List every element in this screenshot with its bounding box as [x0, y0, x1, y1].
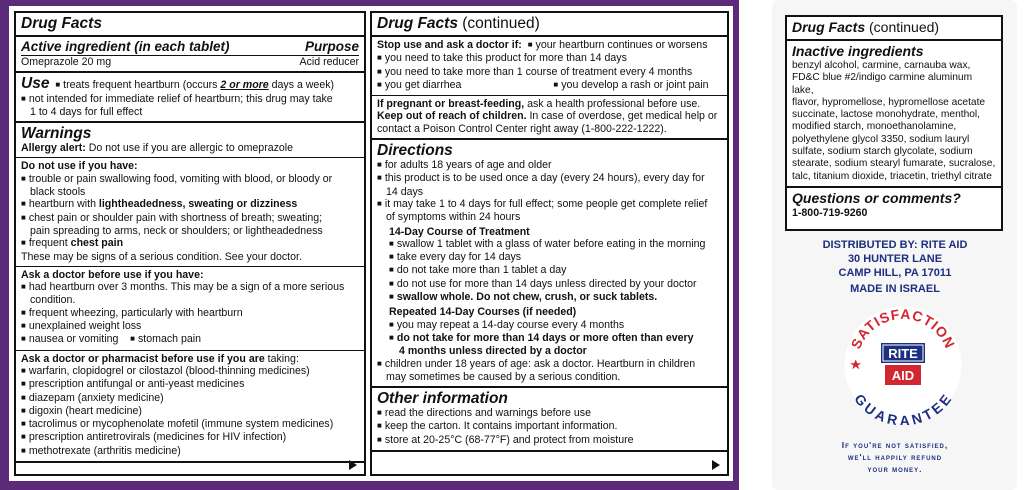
inactive-ingredients-section	[787, 41, 1001, 188]
allergy-label: Allergy alert:	[21, 142, 86, 155]
satisfaction-guarantee-seal-icon	[843, 305, 963, 425]
list-item: ■ had heartburn over 3 months. This may be a sign of a more serious	[21, 281, 359, 294]
list-item-cont: 14 days	[386, 185, 424, 198]
list-item: ■ swallow 1 tablet with a glass of water before eating in the morning	[377, 238, 722, 251]
list-item: ■ this product is to be used once a day (every 24 hours), every day for	[377, 172, 722, 185]
inactive-line: flavor, hypromellose, hypromellose acetate	[792, 96, 986, 108]
title-section: Drug Facts (continued)	[372, 13, 727, 37]
list-item: ■ your heartburn continues or worsens	[528, 39, 708, 51]
inactive-line: stearate, sodium stearyl fumarate, sucralose,	[792, 158, 996, 170]
list-item: ■ keep the carton. It contains important information.	[377, 420, 722, 433]
refund-line: If you're not satisfied,	[841, 440, 949, 450]
list-item: ■ for adults 18 years of age and older	[377, 159, 722, 172]
ingredient-purpose: Acid reducer	[299, 56, 359, 68]
drug-facts-title: Drug Facts	[21, 15, 102, 32]
title-section	[16, 13, 364, 37]
stop-use-section	[372, 37, 727, 96]
list-item: ■ read the directions and warnings before use	[377, 407, 722, 420]
distributor-line: DISTRIBUTED BY: RITE AID	[822, 239, 968, 251]
seal-brand-text: AID	[891, 368, 915, 383]
list-item: ■ you need to take more than 1 course of treatment every 4 months	[377, 66, 722, 79]
list-item-cont: may sometimes be caused by a serious condition.	[386, 370, 621, 383]
questions-section	[787, 188, 1001, 222]
inactive-line: talc, titanium dioxide, triacetin, triethyl citrate	[792, 170, 992, 182]
drug-facts-title: Drug Facts	[792, 19, 866, 35]
pregnancy-label: If pregnant or breast-feeding,	[377, 98, 525, 111]
reach-label: Keep out of reach of children.	[377, 110, 527, 123]
use-item-cont: 1 to 4 days for full effect	[30, 105, 143, 118]
list-item-cont: of symptoms within 24 hours	[386, 211, 521, 224]
list-item: ■ chest pain or shoulder pain with shortness of breath; sweating;	[21, 212, 359, 225]
distributor-block	[790, 238, 1000, 296]
list-item: ■ you get diarrhea	[377, 79, 461, 91]
list-item: ■ do not take for more than 14 days or more often than every	[377, 332, 722, 345]
list-item: ■ children under 18 years of age: ask a doctor. Heartburn in children	[377, 358, 722, 371]
seal-bottom-text: GUARANTEE	[851, 390, 955, 425]
list-item: ■ prescription antiretrovirals (medicines for HIV infection)	[21, 431, 359, 444]
list-item: ■ you may repeat a 14-day course every 4 months	[377, 319, 722, 332]
active-ingredient-header: Active ingredient (in each tablet)	[21, 39, 230, 54]
inactive-line: benzyl alcohol, carmine, carnauba wax,	[792, 60, 971, 71]
refund-line: we'll happily refund	[847, 452, 943, 462]
use-header: Use	[21, 75, 50, 93]
list-item-cont: condition.	[30, 294, 76, 307]
inactive-line: modified starch, monoethanolamine,	[792, 121, 957, 133]
ask-pharmacist-header: Ask a doctor or pharmacist before use if you are	[21, 352, 265, 365]
list-item: ■ nausea or vomiting	[21, 333, 118, 345]
list-item: ■ heartburn with lightheadedness, sweating or dizziness	[21, 198, 359, 211]
seal-brand-text: RITE	[888, 346, 918, 361]
active-ingredient-section	[16, 37, 364, 73]
list-item-cont: pain spreading to arms, neck or shoulders; or lightheadedness	[30, 224, 323, 237]
list-item-cont: 4 months unless directed by a doctor	[399, 345, 587, 358]
warnings-header: Warnings	[21, 125, 92, 143]
list-item: ■ do not use for more than 14 days unless directed by your doctor	[377, 278, 722, 291]
allergy-text: Do not use if you are allergic to omeprazole	[88, 142, 294, 155]
directions-header: Directions	[377, 142, 453, 160]
warnings-section	[16, 123, 364, 158]
list-item: ■ digoxin (heart medicine)	[21, 405, 359, 418]
list-item: ■ swallow whole. Do not chew, crush, or suck tablets.	[377, 291, 722, 304]
pregnancy-section: If pregnant or breast-feeding, ask a health professional before use. Keep out of reach of children. In case of overdose, get medical help or contact a Poison Control Center right away (1-800-222-1222).	[372, 96, 727, 140]
other-info-section	[372, 388, 727, 452]
drug-facts-left-panel	[14, 11, 366, 476]
list-item: ■ prescription antifungal or anti-yeast medicines	[21, 378, 359, 391]
phone-number: 1-800-719-9260	[792, 206, 868, 219]
directions-section	[372, 140, 727, 388]
questions-header: Questions or comments?	[792, 189, 961, 206]
list-item: ■ you need to take this product for more than 14 days	[377, 52, 722, 65]
ask-pharmacist-section: Ask a doctor or pharmacist before use if you are taking: ■ warfarin, clopidogrel or cilostazol (blood-thinning medicines) ■ prescription antifungal or anti-yeast medicines ■ diazepam (anxiety medicine) ■ digoxin (heart medicine) ■ tacrolimus or mycophenolate mofetil (immune system medicines) ■ prescription antiretrovirals (medicines for HIV infection) ■ methotrexate (arthritis medicine)	[16, 351, 364, 463]
do-not-use-header: Do not use if you have:	[21, 160, 138, 173]
list-item: ■ methotrexate (arthritis medicine)	[21, 445, 359, 458]
drug-facts-middle-panel	[370, 11, 729, 476]
repeat-header: Repeated 14-Day Courses (if needed)	[389, 306, 577, 319]
list-item: ■ trouble or pain swallowing food, vomiting with blood, or bloody or	[21, 173, 359, 186]
list-item: ■ you develop a rash or joint pain	[553, 79, 708, 91]
title-section: Drug Facts (continued)	[787, 17, 1001, 41]
poison-control-text: contact a Poison Control Center right away (1-800-222-1222).	[377, 122, 667, 135]
list-item: ■ tacrolimus or mycophenolate mofetil (immune system medicines)	[21, 418, 359, 431]
list-item: ■ frequent wheezing, particularly with heartburn	[21, 307, 359, 320]
refund-line: your money.	[867, 464, 923, 474]
inactive-line: FD&C blue #2/indigo carmine aluminum lake,	[792, 72, 973, 96]
use-item: ■ not intended for immediate relief of heartburn; this drug may take	[21, 93, 359, 106]
do-not-use-section	[16, 158, 364, 266]
inactive-line: succinate, lactose monohydrate, menthol,	[792, 109, 981, 121]
list-item: ■ do not take more than 1 tablet a day	[377, 264, 722, 277]
continue-arrow-icon	[349, 460, 357, 470]
purpose-header: Purpose	[304, 39, 359, 54]
drug-facts-title: Drug Facts	[377, 15, 458, 32]
use-item: ■ treats frequent heartburn (occurs 2 or more days a week)	[55, 79, 334, 91]
distributor-line: MADE IN ISRAEL	[850, 283, 940, 295]
inactive-line: sulfate, sodium starch glycolate, sodium	[792, 146, 973, 158]
drug-facts-right-panel	[785, 15, 1003, 231]
list-item: ■ unexplained weight loss	[21, 320, 359, 333]
list-item: ■ warfarin, clopidogrel or cilostazol (blood-thinning medicines)	[21, 365, 359, 378]
list-item: ■ diazepam (anxiety medicine)	[21, 392, 359, 405]
refund-guarantee-text	[790, 439, 1000, 475]
ingredient-name: Omeprazole 20 mg	[21, 56, 112, 68]
ask-doctor-header: Ask a doctor before use if you have:	[21, 268, 204, 281]
inactive-line: polyethylene glycol 3350, sodium lauryl	[792, 133, 970, 145]
continue-arrow-icon	[712, 460, 720, 470]
other-info-header: Other information	[377, 390, 508, 408]
list-note: These may be signs of a serious condition. See your doctor.	[21, 250, 302, 263]
distributor-line: CAMP HILL, PA 17011	[838, 267, 952, 279]
seal-top-text: SATISFACTION	[847, 305, 959, 352]
inactive-header: Inactive ingredients	[792, 43, 924, 59]
list-item: ■ stomach pain	[130, 333, 201, 345]
ask-doctor-section	[16, 267, 364, 351]
list-item: ■ frequent chest pain	[21, 237, 359, 250]
list-item-cont: black stools	[30, 186, 86, 199]
list-item: ■ it may take 1 to 4 days for full effect; some people get complete relief	[377, 198, 722, 211]
use-section	[16, 73, 364, 123]
list-item: ■ take every day for 14 days	[377, 251, 722, 264]
stop-use-header: Stop use and ask a doctor if:	[377, 39, 522, 51]
list-item: ■ store at 20-25°C (68-77°F) and protect from moisture	[377, 434, 722, 447]
distributor-line: 30 HUNTER LANE	[847, 253, 943, 265]
course-header: 14-Day Course of Treatment	[389, 225, 530, 238]
